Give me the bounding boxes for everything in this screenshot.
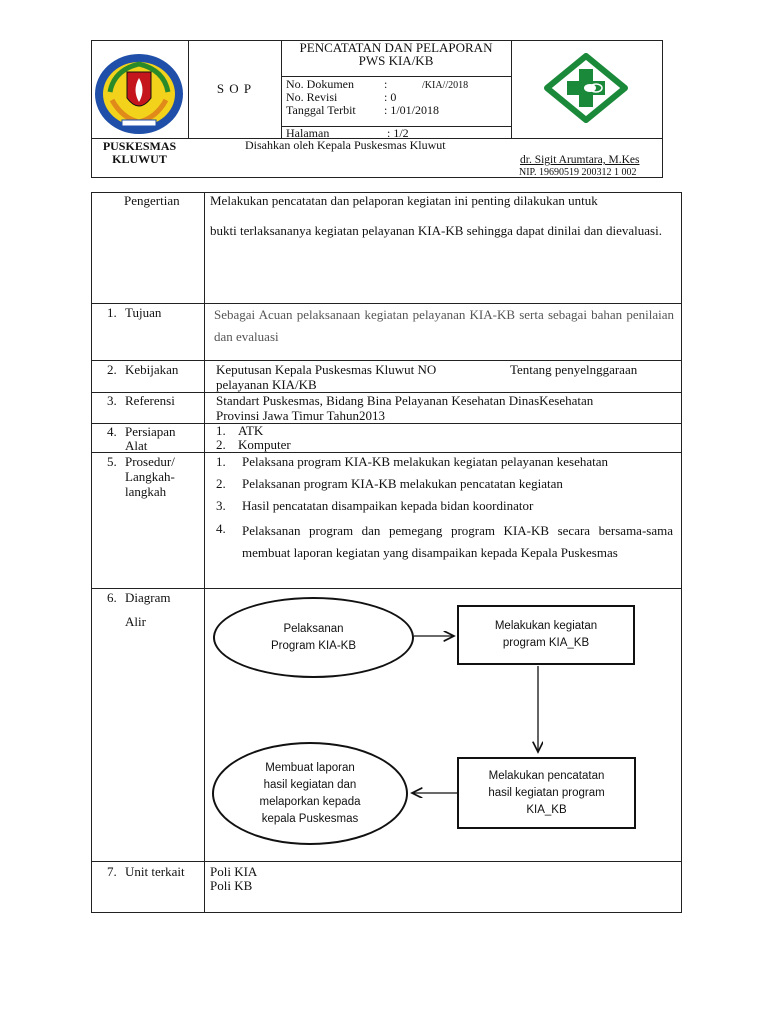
list-item-num: 1. <box>216 423 226 438</box>
unit-terkait-line2: Poli KB <box>210 878 253 893</box>
flow-node-line: kepala Puskesmas <box>261 812 359 825</box>
persiapan-label-line1: Persiapan <box>125 424 176 439</box>
diagram-label-line2: Alir <box>125 614 146 629</box>
tujuan-label: Tujuan <box>125 305 162 320</box>
diagram-label-line1: Diagram <box>125 590 171 605</box>
doc-no-sep: : <box>384 77 388 91</box>
revision-value: : 0 <box>384 90 397 104</box>
step-text: Pelaksanan program KIA-KB melakukan pencatatan kegiatan <box>242 476 563 491</box>
flow-node-line: program KIA_KB <box>502 637 590 649</box>
referensi-num: 3. <box>107 393 117 408</box>
signer-name: dr. Sigit Arumtara, M.Kes <box>520 154 640 166</box>
flow-node-line: melaporkan kepada <box>259 795 361 808</box>
page-value: : 1/2 <box>387 126 409 140</box>
flow-node-line: Pelaksanan <box>283 622 344 635</box>
sop-label: S O P <box>216 81 253 96</box>
pengertian-line2: bukti terlaksananya kegiatan pelayanan KIA-KB sehingga dapat dinilai dan dievaluasi. <box>210 223 662 238</box>
unit-terkait-label: Unit terkait <box>125 864 185 879</box>
step-text: Pelaksanan program dan pemegang program KIA-KB secara bersama-sama membuat laporan kegiatan yang disampaikan kepada Kepala Puskesmas <box>242 523 673 560</box>
referensi-label: Referensi <box>125 393 175 408</box>
step-num: 4. <box>216 521 226 536</box>
flow-node-line: KIA_KB <box>526 803 567 816</box>
org-name-line2: KLUWUT <box>112 152 167 166</box>
pengertian-label: Pengertian <box>124 193 180 208</box>
unit-terkait-num: 7. <box>107 864 117 879</box>
persiapan-num: 4. <box>107 424 117 439</box>
prosedur-num: 5. <box>107 454 117 469</box>
step-text: Hasil pencatatan disampaikan kepada bidan koordinator <box>242 498 534 513</box>
diagram-num: 6. <box>107 590 117 605</box>
doc-no-label: No. Dokumen <box>286 77 354 91</box>
step-num: 3. <box>216 498 226 513</box>
prosedur-label-line2: Langkah- <box>125 469 175 484</box>
kebijakan-text-part2: Tentang penyelnggaraan <box>510 362 638 377</box>
flow-node-line: Melakukan kegiatan <box>494 620 598 632</box>
persiapan-label-line2: Alat <box>125 438 148 453</box>
unit-terkait-line1: Poli KIA <box>210 864 258 879</box>
kebijakan-num: 2. <box>107 362 117 377</box>
flow-node-line: hasil kegiatan dan <box>263 778 357 791</box>
list-item-num: 2. <box>216 437 226 452</box>
list-item: ATK <box>238 423 264 438</box>
flow-node-line: hasil kegiatan program <box>488 786 605 799</box>
step-text: Pelaksana program KIA-KB melakukan kegiatan pelayanan kesehatan <box>242 454 609 469</box>
list-item: Komputer <box>238 437 291 452</box>
document-title-line1: PENCATATAN DAN PELAPORAN <box>299 40 493 55</box>
page-label: Halaman <box>286 126 330 140</box>
flow-node-line: Melakukan pencatatan <box>488 769 605 782</box>
referensi-line2: Provinsi Jawa Timur Tahun2013 <box>216 408 385 423</box>
org-name-line1: PUSKESMAS <box>102 139 177 153</box>
tujuan-text: Sebagai Acuan pelaksanaan kegiatan pelayanan KIA-KB serta sebagai bahan penilaian dan evaluasi <box>214 307 674 344</box>
pengertian-line1: Melakukan pencatatan dan pelaporan kegiatan ini penting dilakukan untuk <box>210 193 598 208</box>
approval-text: Disahkan oleh Kepala Puskesmas Kluwut <box>245 138 446 152</box>
tujuan-num: 1. <box>107 305 117 320</box>
step-num: 2. <box>216 476 226 491</box>
step-num: 1. <box>216 454 226 469</box>
flow-node-line: Program KIA-KB <box>271 639 356 652</box>
kebijakan-label: Kebijakan <box>125 362 179 377</box>
doc-no-value: /KIA//2018 <box>422 80 469 91</box>
issue-date-label: Tanggal Terbit <box>286 103 356 117</box>
kebijakan-text-line2: pelayanan KIA/KB <box>216 377 317 392</box>
prosedur-label-line3: langkah <box>125 484 167 499</box>
kebijakan-text-part1: Keputusan Kepala Puskesmas Kluwut NO <box>216 362 437 377</box>
signer-nip: NIP. 19690519 200312 1 002 <box>519 167 637 178</box>
revision-label: No. Revisi <box>286 90 338 104</box>
prosedur-label-line1: Prosedur/ <box>125 454 175 469</box>
document-title-line2: PWS KIA/KB <box>358 53 434 68</box>
referensi-line1: Standart Puskesmas, Bidang Bina Pelayanan Kesehatan DinasKesehatan <box>216 393 594 408</box>
flow-node-line: Membuat laporan <box>265 761 355 774</box>
issue-date-value: : 1/01/2018 <box>384 103 440 117</box>
